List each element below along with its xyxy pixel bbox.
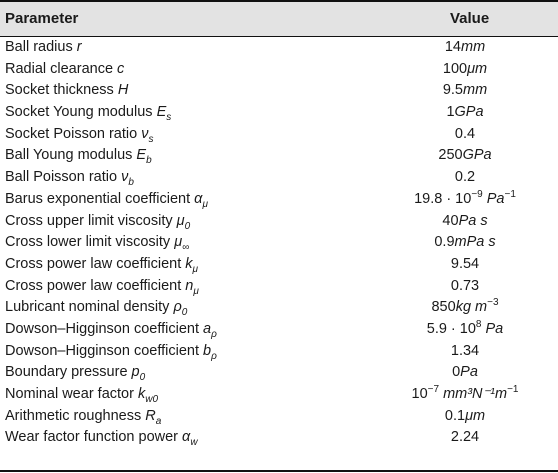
value-cell: 1.34 [450, 342, 480, 359]
table-body [0, 37, 558, 449]
value-cell: 0.73 [450, 277, 480, 294]
table-row [0, 37, 558, 59]
parameter-cell: Lubricant nominal density $\rho_0$ [5, 299, 188, 319]
parameter-cell: Cross power law coefficient $k_\mu$ [5, 255, 198, 275]
table-row [0, 254, 558, 276]
value-cell: 250GPa [438, 147, 492, 164]
value-cell: 100μm [442, 60, 488, 77]
parameter-cell: Socket thickness H [5, 82, 129, 99]
table-row [0, 145, 558, 167]
table-row [0, 102, 558, 124]
parameter-cell: Ball radius r [5, 39, 82, 55]
parameter-cell: Cross power law coefficient $n_\mu$ [5, 277, 199, 297]
parameter-cell: Cross lower limit viscosity $\mu_\infty$ [5, 234, 190, 254]
table-row [0, 341, 558, 363]
parameter-cell: Wear factor function power $\alpha_w$ [5, 429, 198, 449]
value-cell: 2.24 [450, 429, 480, 446]
parameter-cell: Nominal wear factor $k_{w0}$ [5, 386, 159, 405]
value-cell: $5.9 \cdot 10^8$ Pa [426, 319, 504, 337]
parameter-cell: Cross upper limit viscosity $\mu_0$ [5, 212, 191, 232]
value-cell: $10^{-7}$ $mm^3N^{-1}m^{-1}$ [411, 384, 519, 402]
parameter-cell: Boundary pressure $p_0$ [5, 364, 146, 384]
table-row [0, 362, 558, 384]
table-row [0, 189, 558, 211]
value-cell: 850kg $m^{-3}$ [431, 297, 499, 316]
table-row [0, 384, 558, 406]
table-row [0, 427, 558, 449]
table-row [0, 124, 558, 146]
value-cell: 0.1μm [444, 407, 486, 424]
parameter-cell: Dowson–Higginson coefficient $b_\rho$ [5, 342, 217, 362]
parameter-cell: Barus exponential coefficient $\alpha_\mu$ [5, 190, 208, 210]
table-row [0, 167, 558, 189]
table-row [0, 276, 558, 298]
parameter-cell: Socket Poisson ratio $\nu_s$ [5, 125, 154, 145]
table-row [0, 232, 558, 254]
value-cell: 40Pa s [442, 212, 488, 229]
table-row [0, 211, 558, 233]
parameter-cell: Ball Young modulus $E_b$ [5, 147, 152, 167]
parameter-cell: Ball Poisson ratio $\nu_b$ [5, 169, 134, 189]
value-cell: 0Pa [452, 364, 478, 381]
parameter-cell: Arithmetic roughness $R_a$ [5, 407, 162, 427]
value-cell: 0.2 [454, 169, 476, 186]
header-parameter: Parameter [5, 10, 79, 27]
table-row [0, 319, 558, 341]
bottom-rule [0, 470, 558, 472]
value-cell: 14mm [444, 39, 486, 55]
value-cell: 1GPa [446, 104, 484, 121]
value-cell: 0.9mPa s [434, 234, 496, 251]
table-header [0, 0, 558, 37]
header-value: Value [450, 10, 490, 27]
table-row [0, 297, 558, 319]
value-cell: 0.4 [454, 125, 476, 142]
table-row [0, 80, 558, 102]
value-cell: $19.8 \cdot 10^{-9}$ $Pa^{-1}$ [414, 188, 516, 207]
parameter-cell: Socket Young modulus $E_s$ [5, 104, 172, 123]
value-cell: 9.5mm [442, 82, 488, 99]
value-cell: 9.54 [450, 255, 480, 272]
table-row [0, 59, 558, 81]
parameter-cell: Radial clearance c [5, 60, 125, 77]
parameter-cell: Dowson–Higginson coefficient $a_\rho$ [5, 320, 217, 340]
table-row [0, 406, 558, 428]
